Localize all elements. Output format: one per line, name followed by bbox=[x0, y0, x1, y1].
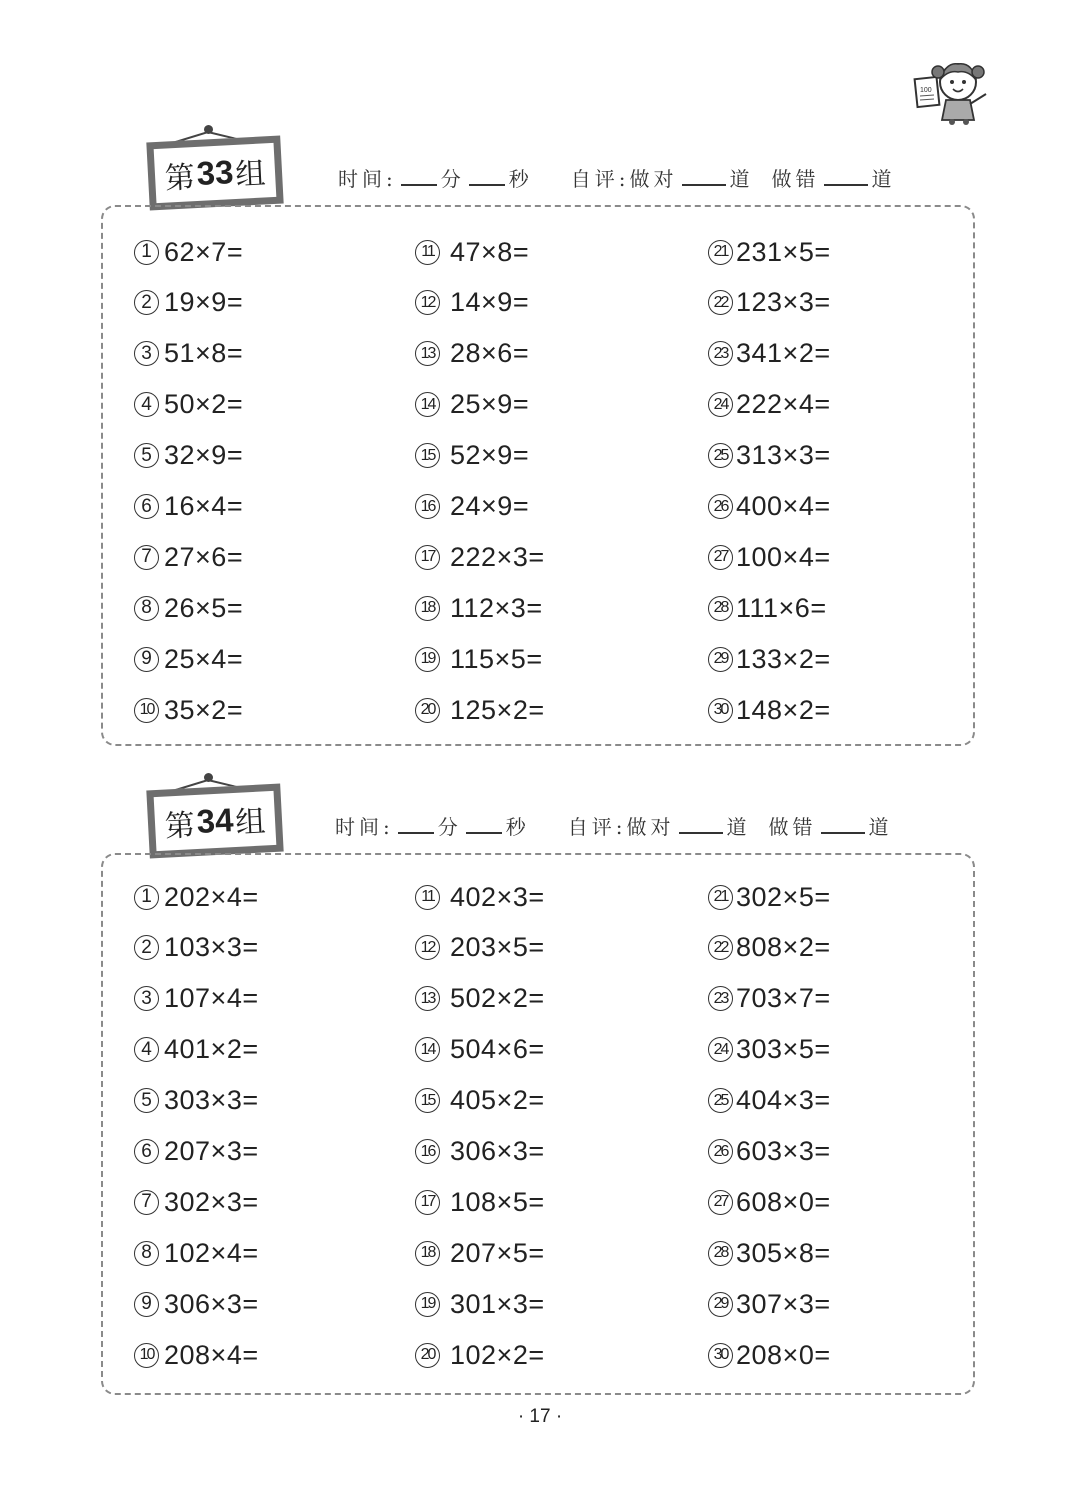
problem-number-badge: 29 bbox=[708, 647, 733, 672]
problem-number-badge: 4 bbox=[134, 392, 159, 417]
correct-unit-label: 道 bbox=[729, 167, 754, 191]
problem-item bbox=[134, 436, 243, 476]
wrong-label: 做错 bbox=[771, 167, 820, 191]
problem-number-badge: 25 bbox=[708, 1088, 733, 1113]
problem-expression: 111×6= bbox=[736, 592, 827, 623]
problem-number-badge: 5 bbox=[134, 1088, 159, 1113]
self-eval-correct-label: 自评:做对 bbox=[570, 167, 678, 191]
problem-item bbox=[415, 877, 545, 917]
problem-item bbox=[708, 639, 831, 679]
problem-number-badge: 26 bbox=[708, 494, 733, 519]
problem-number-badge: 19 bbox=[415, 647, 440, 672]
group-title-sign bbox=[146, 773, 288, 863]
problem-item bbox=[708, 1132, 831, 1172]
seconds-label: 秒 bbox=[505, 815, 530, 839]
problem-expression: 603×3= bbox=[736, 1136, 831, 1166]
group-title bbox=[146, 136, 283, 211]
problem-expression: 24×9= bbox=[450, 491, 530, 521]
problem-expression: 202×4= bbox=[164, 881, 259, 912]
problem-expression: 208×4= bbox=[164, 1339, 259, 1370]
problem-item bbox=[415, 1030, 545, 1070]
problem-number-badge: 13 bbox=[415, 986, 440, 1011]
problem-expression: 502×2= bbox=[450, 983, 545, 1014]
problem-expression: 504×6= bbox=[450, 1034, 545, 1065]
problem-expression: 25×4= bbox=[164, 643, 244, 674]
problem-expression: 302×5= bbox=[736, 881, 831, 912]
problem-number-badge: 17 bbox=[415, 545, 440, 570]
problem-number-badge: 25 bbox=[708, 443, 733, 468]
problem-item bbox=[708, 232, 831, 272]
group-number: 34 bbox=[195, 801, 235, 840]
problem-item bbox=[415, 690, 545, 730]
problem-item bbox=[134, 385, 243, 425]
problem-number-badge: 4 bbox=[134, 1037, 159, 1062]
problem-item bbox=[134, 1233, 259, 1273]
timing-self-evaluation-line bbox=[335, 811, 893, 840]
problem-expression: 306×3= bbox=[164, 1288, 259, 1319]
problem-number-badge: 26 bbox=[708, 1139, 733, 1164]
problem-expression: 50×2= bbox=[164, 389, 244, 420]
problem-expression: 231×5= bbox=[736, 236, 831, 267]
problem-number-badge: 11 bbox=[415, 240, 440, 265]
problem-expression: 302×3= bbox=[164, 1186, 259, 1217]
problem-item bbox=[708, 1030, 831, 1070]
problem-number-badge: 16 bbox=[415, 1139, 440, 1164]
problem-number-badge: 28 bbox=[708, 596, 733, 621]
problem-expression: 14×9= bbox=[450, 287, 530, 318]
problem-expression: 28×6= bbox=[450, 338, 530, 369]
problem-number-badge: 8 bbox=[134, 596, 159, 621]
problem-number-badge: 17 bbox=[415, 1190, 440, 1215]
minutes-blank[interactable] bbox=[398, 814, 434, 834]
seconds-blank[interactable] bbox=[469, 166, 505, 186]
problem-number-badge: 22 bbox=[708, 935, 733, 960]
problem-expression: 16×4= bbox=[164, 491, 244, 521]
mascot-sign-text: 100 bbox=[920, 87, 932, 94]
problem-number-badge: 12 bbox=[415, 935, 440, 960]
problem-item bbox=[134, 1030, 259, 1070]
problem-item bbox=[134, 690, 243, 730]
problem-item bbox=[134, 1081, 259, 1121]
problem-item bbox=[708, 487, 831, 527]
problem-number-badge: 9 bbox=[134, 647, 159, 672]
minutes-label: 分 bbox=[437, 815, 462, 839]
problem-item bbox=[708, 588, 827, 628]
problem-expression: 107×4= bbox=[164, 983, 259, 1014]
problem-expression: 400×4= bbox=[736, 491, 831, 521]
problem-number-badge: 18 bbox=[415, 1241, 440, 1266]
page-number: · 17 · bbox=[517, 1406, 563, 1427]
correct-count-blank[interactable] bbox=[682, 166, 726, 186]
problem-expression: 125×2= bbox=[450, 694, 545, 725]
problem-number-badge: 5 bbox=[134, 443, 159, 468]
problem-expression: 100×4= bbox=[736, 541, 831, 572]
problem-number-badge: 23 bbox=[708, 986, 733, 1011]
problem-expression: 401×2= bbox=[164, 1034, 259, 1065]
problem-item bbox=[415, 232, 529, 272]
wrong-count-blank[interactable] bbox=[824, 166, 868, 186]
problem-expression: 112×3= bbox=[450, 592, 543, 623]
problem-item bbox=[415, 436, 529, 476]
sign-nail-icon bbox=[204, 125, 213, 134]
problem-expression: 306×3= bbox=[450, 1136, 545, 1166]
problem-number-badge: 30 bbox=[708, 698, 733, 723]
group-title-suffix: 组 bbox=[234, 156, 267, 193]
problem-expression: 303×5= bbox=[736, 1034, 831, 1065]
problem-item bbox=[415, 1335, 545, 1375]
problem-item bbox=[415, 385, 529, 425]
wrong-unit-label: 道 bbox=[868, 815, 893, 839]
problem-number-badge: 20 bbox=[415, 698, 440, 723]
problem-item bbox=[134, 979, 259, 1019]
problem-expression: 208×0= bbox=[736, 1339, 831, 1370]
group-number: 33 bbox=[195, 153, 235, 192]
problem-expression: 703×7= bbox=[736, 983, 831, 1014]
problem-item bbox=[134, 1335, 259, 1375]
problem-item bbox=[415, 1233, 545, 1273]
problem-number-badge: 15 bbox=[415, 443, 440, 468]
problem-item bbox=[708, 436, 831, 476]
problem-item bbox=[415, 487, 529, 527]
problem-item bbox=[415, 334, 529, 374]
wrong-count-blank[interactable] bbox=[821, 814, 865, 834]
problem-item bbox=[134, 1182, 259, 1222]
problem-number-badge: 1 bbox=[134, 240, 159, 265]
group-title-prefix: 第 bbox=[163, 808, 196, 845]
problem-expression: 123×3= bbox=[736, 287, 831, 318]
problem-number-badge: 8 bbox=[134, 1241, 159, 1266]
problem-item bbox=[708, 537, 831, 577]
problem-item bbox=[415, 1081, 545, 1121]
problem-expression: 307×3= bbox=[736, 1288, 831, 1319]
problem-expression: 222×3= bbox=[450, 541, 545, 572]
problem-item bbox=[415, 928, 545, 968]
problem-expression: 313×3= bbox=[736, 440, 831, 471]
problem-item bbox=[708, 979, 831, 1019]
problem-number-badge: 21 bbox=[708, 885, 733, 910]
problem-number-badge: 29 bbox=[708, 1292, 733, 1317]
problem-number-badge: 14 bbox=[415, 1037, 440, 1062]
problem-expression: 108×5= bbox=[450, 1186, 545, 1217]
problem-number-badge: 24 bbox=[708, 1037, 733, 1062]
problem-expression: 207×3= bbox=[164, 1136, 259, 1166]
minutes-blank[interactable] bbox=[401, 166, 437, 186]
problem-item bbox=[134, 1284, 259, 1324]
wrong-unit-label: 道 bbox=[871, 167, 896, 191]
problem-number-badge: 24 bbox=[708, 392, 733, 417]
problem-expression: 27×6= bbox=[164, 541, 244, 572]
problem-expression: 341×2= bbox=[736, 338, 831, 369]
problem-number-badge: 12 bbox=[415, 290, 440, 315]
problem-expression: 207×5= bbox=[450, 1237, 545, 1268]
problem-item bbox=[708, 877, 831, 917]
time-label: 时间: bbox=[335, 815, 394, 839]
problem-expression: 303×3= bbox=[164, 1085, 259, 1116]
problem-number-badge: 6 bbox=[134, 1139, 159, 1164]
problem-number-badge: 11 bbox=[415, 885, 440, 910]
problem-number-badge: 3 bbox=[134, 986, 159, 1011]
problem-item bbox=[708, 334, 831, 374]
problem-expression: 808×2= bbox=[736, 932, 831, 963]
problem-number-badge: 20 bbox=[415, 1343, 440, 1368]
seconds-blank[interactable] bbox=[466, 814, 502, 834]
problem-item bbox=[708, 385, 831, 425]
problem-item bbox=[415, 588, 543, 628]
problem-item bbox=[134, 877, 259, 917]
problem-item bbox=[134, 283, 243, 323]
problem-item bbox=[708, 690, 831, 730]
problem-number-badge: 2 bbox=[134, 290, 159, 315]
problem-expression: 47×8= bbox=[450, 236, 530, 267]
problem-number-badge: 9 bbox=[134, 1292, 159, 1317]
problem-item bbox=[415, 283, 529, 323]
group-title bbox=[146, 784, 283, 859]
problem-item bbox=[708, 1182, 831, 1222]
wrong-label: 做错 bbox=[768, 815, 817, 839]
problem-number-badge: 21 bbox=[708, 240, 733, 265]
problem-number-badge: 13 bbox=[415, 341, 440, 366]
problem-number-badge: 15 bbox=[415, 1088, 440, 1113]
problem-item bbox=[134, 537, 243, 577]
problem-item bbox=[415, 1284, 545, 1324]
problem-item bbox=[708, 283, 831, 323]
problem-item bbox=[415, 639, 543, 679]
problem-item bbox=[708, 1233, 831, 1273]
problem-number-badge: 10 bbox=[134, 698, 159, 723]
problem-number-badge: 16 bbox=[415, 494, 440, 519]
seconds-label: 秒 bbox=[508, 167, 533, 191]
problem-number-badge: 2 bbox=[134, 935, 159, 960]
problem-item bbox=[415, 537, 545, 577]
group-title-suffix: 组 bbox=[234, 804, 267, 841]
problem-expression: 608×0= bbox=[736, 1186, 831, 1217]
problem-number-badge: 19 bbox=[415, 1292, 440, 1317]
sign-nail-icon bbox=[204, 773, 213, 782]
problem-expression: 148×2= bbox=[736, 694, 831, 725]
problem-item bbox=[134, 588, 243, 628]
problem-expression: 301×3= bbox=[450, 1288, 545, 1319]
problem-item bbox=[415, 1132, 545, 1172]
problem-expression: 133×2= bbox=[736, 643, 831, 674]
problem-expression: 404×3= bbox=[736, 1085, 831, 1116]
problem-number-badge: 28 bbox=[708, 1241, 733, 1266]
problem-item bbox=[134, 1132, 259, 1172]
correct-unit-label: 道 bbox=[726, 815, 751, 839]
problem-expression: 62×7= bbox=[164, 236, 244, 267]
problem-expression: 52×9= bbox=[450, 440, 530, 471]
problem-number-badge: 10 bbox=[134, 1343, 159, 1368]
problem-item bbox=[708, 928, 831, 968]
problem-number-badge: 7 bbox=[134, 1190, 159, 1215]
problem-expression: 222×4= bbox=[736, 389, 831, 420]
timing-self-evaluation-line bbox=[338, 163, 896, 192]
problem-number-badge: 30 bbox=[708, 1343, 733, 1368]
time-label: 时间: bbox=[338, 167, 397, 191]
problem-number-badge: 14 bbox=[415, 392, 440, 417]
problem-expression: 305×8= bbox=[736, 1237, 831, 1268]
problem-item bbox=[708, 1284, 831, 1324]
problem-item bbox=[134, 639, 243, 679]
problem-expression: 25×9= bbox=[450, 389, 530, 420]
problem-number-badge: 22 bbox=[708, 290, 733, 315]
problem-item bbox=[415, 979, 545, 1019]
problem-expression: 402×3= bbox=[450, 881, 545, 912]
problem-number-badge: 3 bbox=[134, 341, 159, 366]
problem-expression: 102×2= bbox=[450, 1339, 545, 1370]
problem-item bbox=[134, 334, 243, 374]
problem-number-badge: 27 bbox=[708, 1190, 733, 1215]
problem-expression: 103×3= bbox=[164, 932, 259, 963]
problem-expression: 51×8= bbox=[164, 338, 244, 369]
problem-expression: 19×9= bbox=[164, 287, 244, 318]
problem-number-badge: 27 bbox=[708, 545, 733, 570]
self-eval-correct-label: 自评:做对 bbox=[567, 815, 675, 839]
problem-number-badge: 18 bbox=[415, 596, 440, 621]
problem-expression: 26×5= bbox=[164, 592, 244, 623]
problem-number-badge: 6 bbox=[134, 494, 159, 519]
problem-expression: 32×9= bbox=[164, 440, 244, 471]
problem-number-badge: 23 bbox=[708, 341, 733, 366]
minutes-label: 分 bbox=[440, 167, 465, 191]
problem-expression: 203×5= bbox=[450, 932, 545, 963]
problem-item bbox=[134, 487, 243, 527]
problem-number-badge: 1 bbox=[134, 885, 159, 910]
problem-expression: 35×2= bbox=[164, 694, 244, 725]
group-title-sign bbox=[146, 125, 288, 215]
problem-item bbox=[134, 928, 259, 968]
problem-item bbox=[134, 232, 243, 272]
problem-number-badge: 7 bbox=[134, 545, 159, 570]
correct-count-blank[interactable] bbox=[679, 814, 723, 834]
problem-expression: 102×4= bbox=[164, 1237, 259, 1268]
problem-item bbox=[708, 1335, 831, 1375]
problem-expression: 405×2= bbox=[450, 1085, 545, 1116]
problem-item bbox=[415, 1182, 545, 1222]
girl-mascot-illustration bbox=[912, 58, 996, 128]
problem-item bbox=[708, 1081, 831, 1121]
problem-expression: 115×5= bbox=[450, 643, 543, 674]
group-title-prefix: 第 bbox=[163, 160, 196, 197]
